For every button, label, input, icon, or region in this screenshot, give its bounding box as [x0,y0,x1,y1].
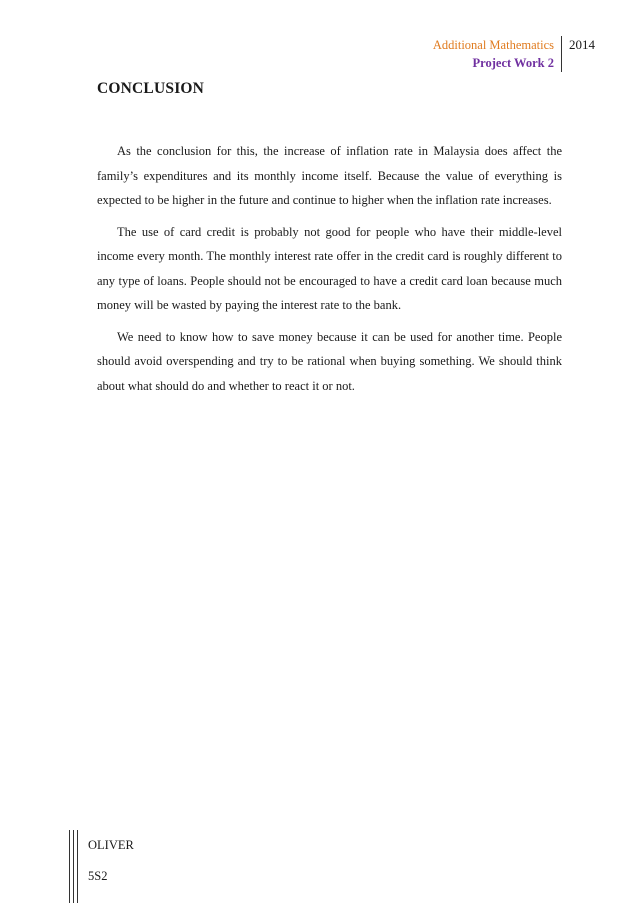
header-titles [433,36,554,72]
paragraph: As the conclusion for this, the increase of inflation rate in Malaysia does affect the family’s expenditures and its monthly income itself. Because the value of everything is expected to be higher in the future and continue to higher when the inflation rate increases. [97,144,562,207]
footer-class: 5S2 [88,869,108,883]
header-project: Project Work 2 [472,56,554,70]
footer-author-name: OLIVER [88,838,134,852]
body-text [97,139,562,405]
section-heading: CONCLUSION [97,80,205,97]
footer-line [69,830,70,903]
header-divider [561,36,562,72]
footer-line [73,830,74,903]
paragraph: We need to know how to save money because it can be used for another time. People should avoid overspending and try to be rational when buying something. We should think about what should do and whether to react it or not. [97,329,562,393]
header-subject: Additional Mathematics [432,38,554,52]
header-year: 2014 [569,37,595,52]
footer-line [77,830,78,903]
paragraph: The use of card credit is probably not good for people who have their middle-level income every month. The monthly interest rate offer in the credit card is roughly different to any type of loans. People should not be encouraged to have a credit card loan because much money will be wasted by paying the interest rate to the bank. [97,224,562,312]
